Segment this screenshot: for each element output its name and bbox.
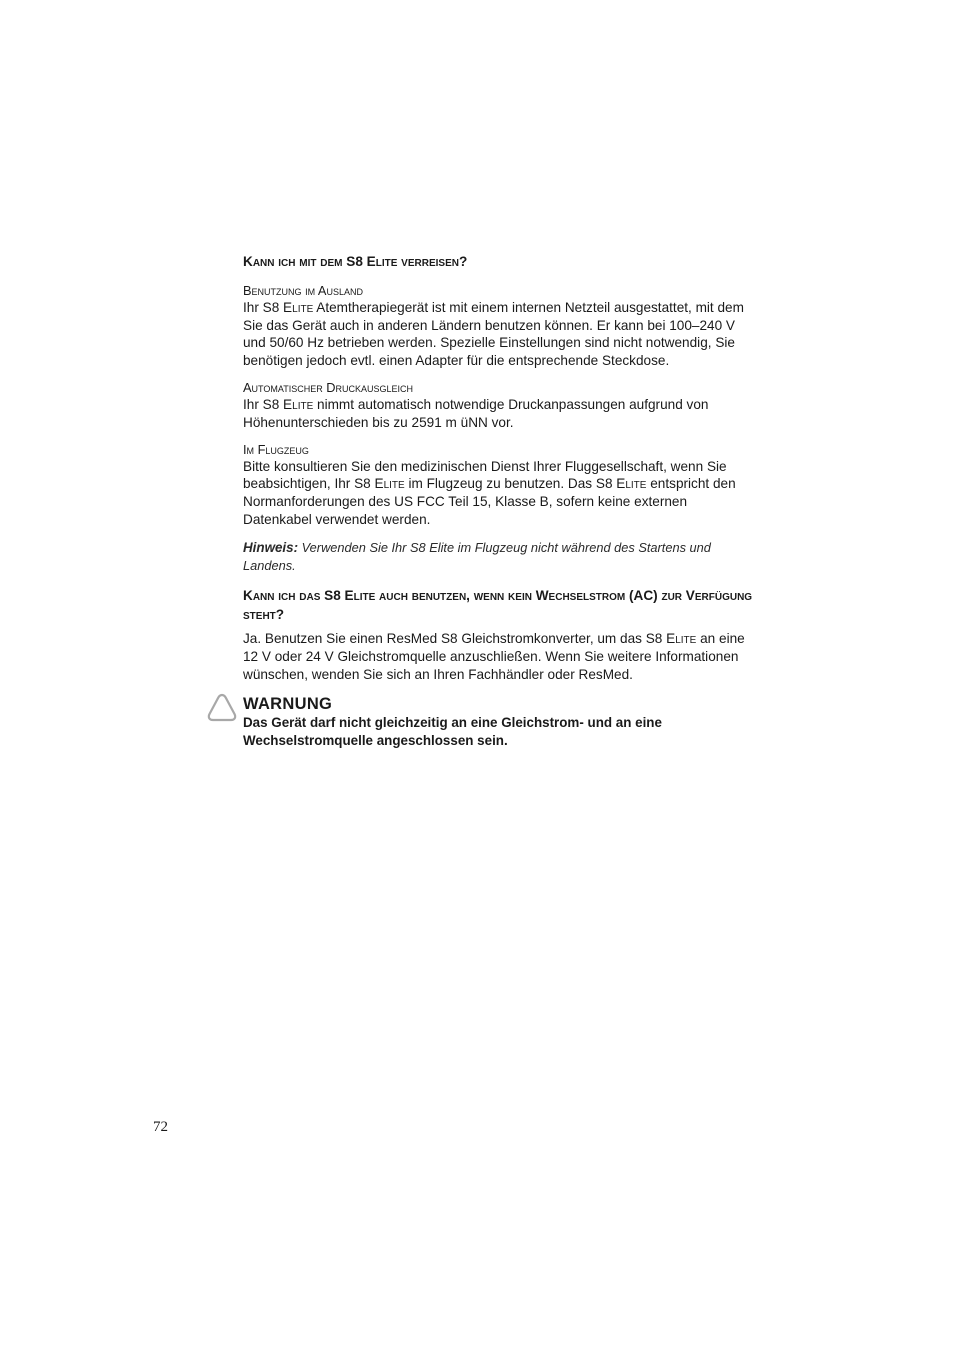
section-heading-travel: Kann ich mit dem S8 Elite verreisen? [243, 254, 468, 269]
page-content [243, 253, 753, 750]
subheading-flugzeug: Im Flugzeug [243, 441, 309, 457]
text-flugzeug-3: entspricht den Normanforderungen des US FCC Teil 15, Klasse B, sofern keine externen Datenkabel verwendet werden. [243, 476, 736, 527]
warning-triangle-icon [206, 692, 238, 724]
product-name: S8 Elite [645, 631, 697, 647]
note-label: Hinweis: [243, 539, 299, 555]
text-ausland: Atemtherapiegerät ist mit einem internen Netzteil ausgestattet, mit dem Sie das Gerät auch in anderen Ländern benutzen können. Er kann bei 100–240 V und 50/60 Hz betrieben werden. Spezielle Einstellungen sind nicht notwendig, Sie benötigen jedoch evtl. einen Adapter für die entsprechende Steckdose. [243, 299, 744, 369]
section-heading-dc: Kann ich das S8 Elite auch benutzen, wenn kein Wechselstrom (AC) zur Verfügung steht? [243, 588, 753, 623]
paragraph-dc [243, 630, 753, 683]
warning-box [243, 694, 753, 750]
product-name: S8 Elite [595, 476, 647, 492]
warning-title: WARNUNG [243, 694, 333, 713]
section-flugzeug [243, 442, 753, 529]
note-text: Verwenden Sie Ihr S8 Elite im Flugzeug nicht während des Startens und Landens. [243, 539, 711, 573]
text-flugzeug-1: Bitte konsultieren Sie den medizinischen Dienst Ihrer Fluggesellschaft, wenn Sie beabsichtigen, Ihr [243, 458, 727, 492]
subheading-druck: Automatischer Druckausgleich [243, 379, 414, 395]
paragraph-druck [243, 396, 753, 432]
warning-text: Das Gerät darf nicht gleichzeitig an eine Gleichstrom- und an eine Wechselstromquelle angeschlossen sein. [243, 714, 662, 748]
product-name: S8 Elite [354, 476, 405, 492]
section-druck [243, 380, 753, 432]
paragraph-ausland [243, 299, 753, 370]
section-ausland [243, 283, 753, 370]
product-name: S8 Elite [262, 396, 314, 412]
product-name: S8 Elite [262, 299, 314, 315]
paragraph-flugzeug [243, 458, 753, 529]
text-dc-2: an eine 12 V oder 24 V Gleichstromquelle anzuschließen. Wenn Sie weitere Informationen wünschen, wenden Sie sich an Ihren Fachhändler oder ResMed. [243, 631, 745, 682]
text-ausland-pre: Ihr [243, 299, 259, 315]
subheading-ausland: Benutzung im Ausland [243, 282, 363, 298]
text-flugzeug-2: im Flugzeug zu benutzen. Das [408, 476, 593, 492]
text-dc-1: Ja. Benutzen Sie einen ResMed S8 Gleichstromkonverter, um das [243, 631, 642, 647]
page-number: 72 [153, 1119, 168, 1135]
text-druck-pre: Ihr [243, 396, 259, 412]
note-hinweis [243, 539, 753, 575]
text-druck: nimmt automatisch notwendige Druckanpassungen aufgrund von Höhenunterschieden bis zu 2591 m üNN vor. [243, 396, 709, 430]
